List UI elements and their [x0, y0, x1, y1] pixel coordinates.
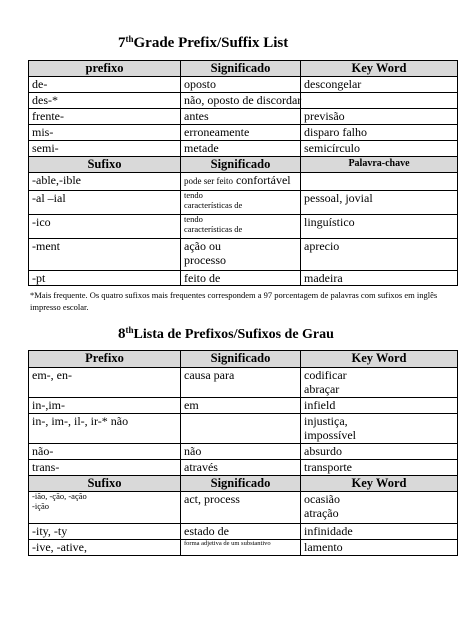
cell-text: pode ser feito: [184, 176, 233, 186]
title-grade: 8: [118, 326, 126, 342]
cell: des-*: [29, 93, 181, 109]
cell: -al –ial: [29, 191, 181, 215]
cell: -able,-ible: [29, 173, 181, 191]
cell: linguístico: [301, 215, 458, 239]
header-keyword: Key Word: [301, 351, 458, 368]
cell: in-, im-, il-, ir-* não: [29, 414, 181, 444]
cell-text: ação ou: [184, 239, 221, 253]
cell: [181, 173, 301, 191]
cell-text: características de: [184, 223, 243, 234]
table-row: [29, 125, 458, 141]
header-meaning: Significado: [181, 351, 301, 368]
table-row: [29, 524, 458, 540]
cell: não, oposto de discordar: [181, 93, 301, 109]
cell: disparo falho: [301, 125, 458, 141]
cell: forma adjetiva de um substantivo: [181, 540, 301, 556]
cell: trans-: [29, 460, 181, 476]
header-prefix: Prefixo: [29, 351, 181, 368]
cell: -ive, -ative,: [29, 540, 181, 556]
cell: [181, 414, 301, 444]
cell: -pt: [29, 271, 181, 286]
cell: descongelar: [301, 77, 458, 93]
cell: madeira: [301, 271, 458, 286]
cell: infinidade: [301, 524, 458, 540]
title-superscript: th: [125, 34, 134, 44]
table-row: [29, 368, 458, 398]
cell: previsão: [301, 109, 458, 125]
table-row: [29, 239, 458, 271]
table-row: [29, 398, 458, 414]
cell: mis-: [29, 125, 181, 141]
cell: aprecio: [301, 239, 458, 271]
table-row: [29, 492, 458, 524]
cell: erroneamente: [181, 125, 301, 141]
header-suffix: Sufixo: [29, 157, 181, 173]
table-row: [29, 271, 458, 286]
grade8-table: [28, 350, 458, 556]
suffix-header-row: [29, 157, 458, 173]
table-row: [29, 444, 458, 460]
cell-text: tendo: [184, 214, 203, 224]
cell: [301, 93, 458, 109]
cell: [301, 173, 458, 191]
table-row: [29, 540, 458, 556]
cell: -ity, -ty: [29, 524, 181, 540]
cell: lamento: [301, 540, 458, 556]
cell: estado de: [181, 524, 301, 540]
prefix-header-row: [29, 61, 458, 77]
table-row: [29, 77, 458, 93]
cell: não-: [29, 444, 181, 460]
cell: em-, en-: [29, 368, 181, 398]
prefix-header-row: [29, 351, 458, 368]
table-row: [29, 109, 458, 125]
table-row: [29, 215, 458, 239]
cell: transporte: [301, 460, 458, 476]
title-grade: 7: [118, 35, 126, 51]
header-meaning: Significado: [181, 476, 301, 492]
cell: metade: [181, 141, 301, 157]
cell: frente-: [29, 109, 181, 125]
cell-text: processo: [184, 253, 226, 267]
header-keyword: Key Word: [301, 476, 458, 492]
table-row: [29, 414, 458, 444]
cell-text: características de: [184, 199, 243, 210]
table-row: [29, 191, 458, 215]
title-text: Lista de Prefixos/Sufixos de Grau: [133, 327, 334, 342]
cell: de-: [29, 77, 181, 93]
cell: [181, 215, 301, 239]
header-meaning: Significado: [181, 61, 301, 77]
cell-text: -ião, -ção, -ação: [32, 491, 87, 501]
cell: em: [181, 398, 301, 414]
table-row: [29, 141, 458, 157]
cell: semicírculo: [301, 141, 458, 157]
cell: através: [181, 460, 301, 476]
title-superscript: th: [125, 325, 134, 335]
cell: oposto: [181, 77, 301, 93]
cell: infield: [301, 398, 458, 414]
cell: -ico: [29, 215, 181, 239]
cell: [29, 492, 181, 524]
suffix-header-row: [29, 476, 458, 492]
header-keyword: Key Word: [301, 61, 458, 77]
cell: injustiça, impossível: [301, 414, 458, 444]
cell: feito de: [181, 271, 301, 286]
cell: pessoal, jovial: [301, 191, 458, 215]
header-keyword: Palavra-chave: [301, 157, 458, 173]
page-title: [118, 34, 288, 52]
table-row: [29, 173, 458, 191]
table-row: [29, 460, 458, 476]
cell-text: tendo: [184, 190, 203, 200]
cell: in-,im-: [29, 398, 181, 414]
title-text: Grade Prefix/Suffix List: [133, 35, 289, 51]
header-suffix: Sufixo: [29, 476, 181, 492]
table-row: [29, 93, 458, 109]
grade7-table: [28, 60, 458, 286]
cell: [181, 191, 301, 215]
cell-text: confortável: [235, 173, 291, 187]
cell-text: -ição: [32, 500, 49, 511]
cell: antes: [181, 109, 301, 125]
cell: codificar abraçar: [301, 368, 458, 398]
cell: act, process: [181, 492, 301, 524]
cell: ocasião atração: [301, 492, 458, 524]
section-title: [118, 325, 334, 343]
cell: absurdo: [301, 444, 458, 460]
cell: -ment: [29, 239, 181, 271]
header-meaning: Significado: [181, 157, 301, 173]
footnote: *Mais frequente. Os quatro sufixos mais frequentes correspondem a 97 porcentagem de palavras com sufixos em inglês impresso escolar.: [30, 290, 438, 312]
cell: causa para: [181, 368, 301, 398]
cell: semi-: [29, 141, 181, 157]
cell: [181, 239, 301, 271]
header-prefix: prefixo: [29, 61, 181, 77]
cell: não: [181, 444, 301, 460]
